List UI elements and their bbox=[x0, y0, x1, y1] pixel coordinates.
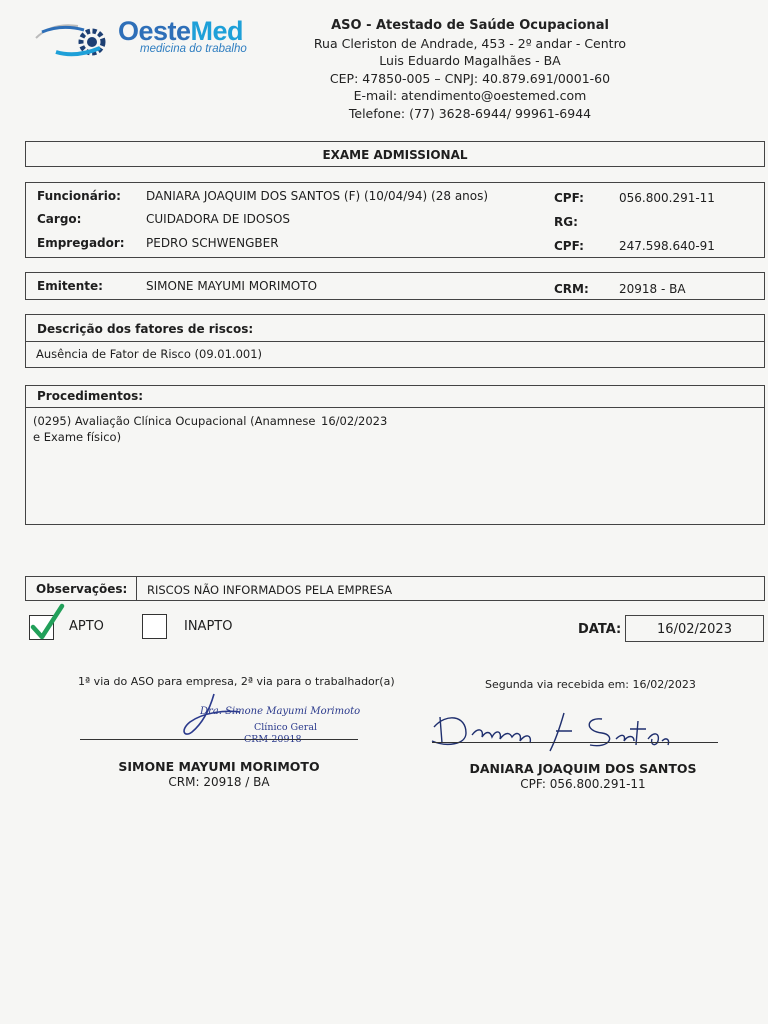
cargo-value: CUIDADORA DE IDOSOS bbox=[146, 212, 291, 226]
apto-checkbox[interactable] bbox=[29, 615, 54, 640]
funcionario-value: DANIARA JOAQUIM DOS SANTOS (F) (10/04/94) (28 anos) bbox=[146, 189, 489, 203]
issuer-box bbox=[25, 272, 765, 300]
emitente-label: Emitente: bbox=[37, 279, 103, 293]
logo-tagline: medicina do trabalho bbox=[140, 43, 247, 55]
stamp-line-1: Dra. Simone Mayumi Morimoto bbox=[200, 706, 361, 717]
address-line-1: Rua Cleriston de Andrade, 453 - 2º andar - Centro bbox=[313, 35, 627, 51]
second-copy-note: Segunda via recebida em: 16/02/2023 bbox=[485, 678, 696, 691]
empregador-value: PEDRO SCHWENGBER bbox=[146, 236, 279, 250]
crm-value: 20918 - BA bbox=[619, 282, 686, 296]
risks-box bbox=[25, 314, 765, 368]
worker-signature bbox=[426, 705, 688, 753]
employee-box bbox=[25, 182, 765, 258]
doctor-signature-line bbox=[80, 739, 358, 740]
gear-swoosh-icon bbox=[32, 18, 116, 58]
data-value: 16/02/2023 bbox=[657, 622, 732, 637]
crm-label: CRM: bbox=[554, 282, 589, 296]
worker-signature-line bbox=[432, 742, 718, 743]
procedures-title: Procedimentos: bbox=[37, 389, 144, 403]
employer-cpf-value: 247.598.640-91 bbox=[619, 239, 715, 253]
risks-text: Ausência de Fator de Risco (09.01.001) bbox=[36, 347, 263, 361]
worker-name: DANIARA JOAQUIM DOS SANTOS bbox=[469, 761, 697, 776]
doctor-crm: CRM: 20918 / BA bbox=[168, 775, 270, 789]
company-header bbox=[300, 17, 640, 123]
employer-cpf-label: CPF: bbox=[554, 239, 584, 253]
apto-label: APTO bbox=[69, 619, 104, 634]
funcionario-label: Funcionário: bbox=[37, 189, 121, 203]
procedure-line-1: (0295) Avaliação Clínica Ocupacional (Anamnese bbox=[33, 414, 316, 428]
rg-label: RG: bbox=[554, 215, 578, 229]
exam-type-box bbox=[25, 141, 765, 167]
logo-brand-part1: Oeste bbox=[118, 16, 191, 46]
observations-box bbox=[25, 576, 765, 601]
doctor-stamp bbox=[180, 692, 370, 744]
procedure-line-2: e Exame físico) bbox=[33, 430, 122, 444]
exam-type: EXAME ADMISSIONAL bbox=[322, 148, 468, 162]
observations-label: Observações: bbox=[36, 582, 128, 596]
observations-value: RISCOS NÃO INFORMADOS PELA EMPRESA bbox=[147, 583, 393, 597]
worker-cpf: CPF: 056.800.291-11 bbox=[520, 777, 646, 791]
stamp-line-2: Clínico Geral bbox=[254, 722, 318, 733]
data-label: DATA: bbox=[578, 622, 622, 637]
cpf-label: CPF: bbox=[554, 191, 584, 205]
procedures-box bbox=[25, 385, 765, 525]
email: E-mail: atendimento@oestemed.com bbox=[353, 88, 587, 104]
check-mark-icon bbox=[29, 603, 65, 641]
company-logo bbox=[32, 16, 262, 60]
data-box bbox=[625, 615, 764, 642]
empregador-label: Empregador: bbox=[37, 236, 125, 250]
via-note: 1ª via do ASO para empresa, 2ª via para o trabalhador(a) bbox=[78, 675, 395, 688]
document-title: ASO - Atestado de Saúde Ocupacional bbox=[331, 18, 609, 33]
inapto-checkbox[interactable] bbox=[142, 614, 167, 639]
inapto-label: INAPTO bbox=[184, 619, 233, 634]
cargo-label: Cargo: bbox=[37, 212, 82, 226]
procedure-date: 16/02/2023 bbox=[321, 414, 388, 428]
phone: Telefone: (77) 3628-6944/ 99961-6944 bbox=[348, 105, 592, 121]
stamp-line-3: CRM-20918 bbox=[244, 734, 302, 745]
doctor-name: SIMONE MAYUMI MORIMOTO bbox=[118, 759, 320, 774]
logo-brand-part2: Med bbox=[190, 16, 244, 46]
risks-title: Descrição dos fatores de riscos: bbox=[37, 322, 254, 336]
address-line-2: Luis Eduardo Magalhães - BA bbox=[379, 53, 561, 69]
cpf-value: 056.800.291-11 bbox=[619, 191, 715, 205]
emitente-value: SIMONE MAYUMI MORIMOTO bbox=[146, 279, 318, 293]
cep-cnpj: CEP: 47850-005 – CNPJ: 40.879.691/0001-60 bbox=[329, 70, 611, 86]
